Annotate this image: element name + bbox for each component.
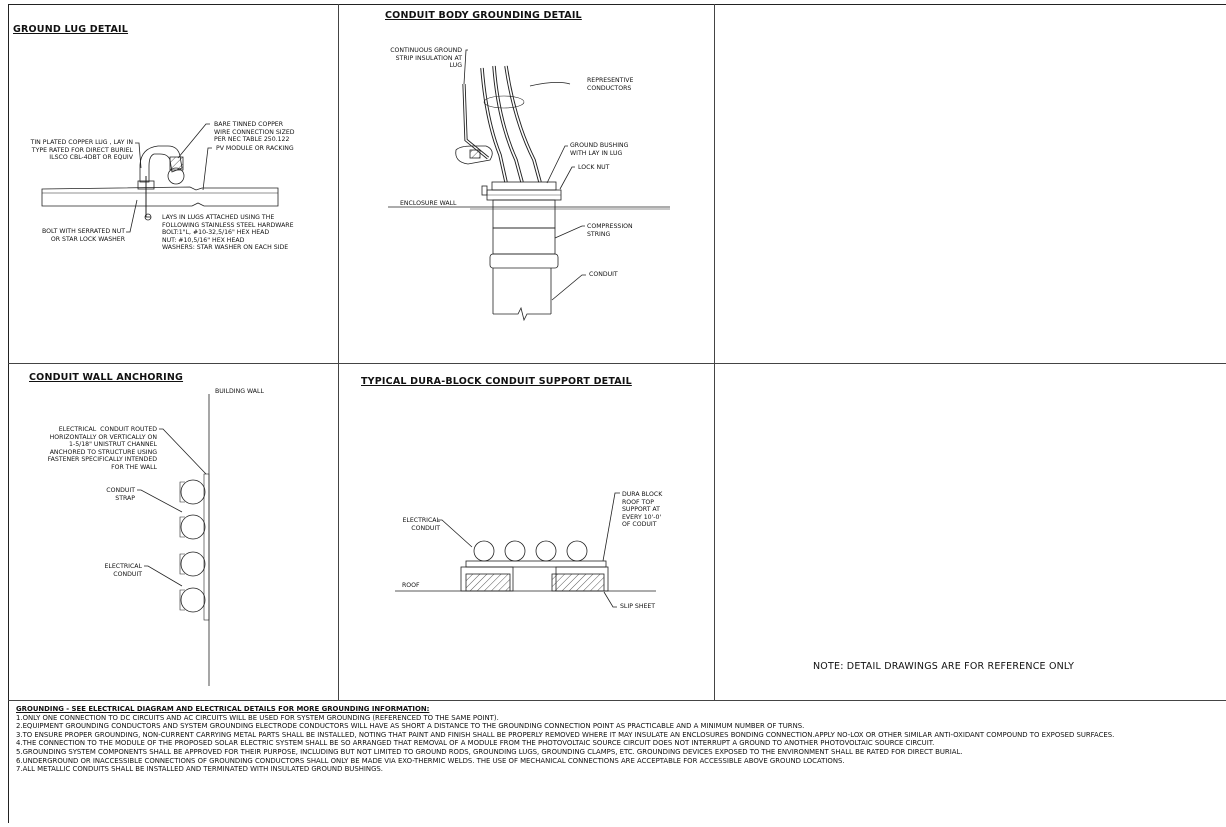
label-dura-block: DURA BLOCK ROOF TOP SUPPORT AT EVERY 10'-0' OF CODUIT [622, 491, 663, 529]
label-conduit-routed: ELECTRICAL CONDUIT ROUTED HORIZONTALLY OR VERTICALLY ON 1-5/18" UNISTRUT CHANNEL ANCHORED TO STRUCTURE USING FASTENER SPECIFICALLY INTENDED FOR THE WALL [47, 426, 157, 471]
label-electrical-conduit: ELECTRICAL CONDUIT [104, 563, 142, 578]
label-hardware: LAYS IN LUGS ATTACHED USING THE FOLLOWING STAINLESS STEEL HARDWARE BOLT:1"L, #10-32,5/16" HEX HEAD NUT: #10,5/16" HEX HEAD WASHERS: STAR WASHER ON EACH SIDE [162, 214, 294, 252]
label-conductors: REPRESENTIVE CONDUCTORS [587, 77, 634, 92]
label-enclosure-wall: ENCLOSURE WALL [400, 200, 457, 207]
reference-note: NOTE: DETAIL DRAWINGS ARE FOR REFERENCE ONLY [813, 661, 1075, 672]
label-conduit: CONDUIT [589, 271, 618, 278]
ground-lug-title: GROUND LUG DETAIL [13, 24, 129, 35]
grounding-note: 3.TO ENSURE PROPER GROUNDING, NON-CURRENT CARRYING METAL PARTS SHALL BE INSTALLED, NOTING THAT PAINT AND FINISH SHALL BE PROPERLY REMOVED WHERE IT MAY INSULATE AN ENCLOSURES BONDING CONNECTION.APPLY NO-LOX OR OTHER SIMILAR ANTI-OXIDANT COMPOUND TO EXPOSED SURFACES. [16, 730, 1115, 739]
label-bolt: BOLT WITH SERRATED NUT OR STAR LOCK WASHER [42, 228, 125, 243]
grounding-note: 7.ALL METALLIC CONDUITS SHALL BE INSTALLED AND TERMINATED WITH INSULATED GROUND BUSHINGS. [16, 765, 383, 774]
dura-block-title: TYPICAL DURA-BLOCK CONDUIT SUPPORT DETAIL [361, 376, 632, 387]
label-ground-strip: CONTINUOUS GROUND STRIP INSULATION AT LUG [390, 47, 462, 70]
label-slip-sheet: SLIP SHEET [620, 603, 656, 610]
label-building-wall: BUILDING WALL [215, 388, 264, 395]
label-ground-bushing: GROUND BUSHING WITH LAY IN LUG [570, 142, 629, 157]
dura-block-drawing [395, 493, 656, 607]
label-lock-nut: LOCK NUT [578, 164, 610, 171]
grounding-notes [16, 705, 1216, 774]
label-dura-conduit: ELECTRICAL CONDUIT [402, 517, 440, 532]
label-conduit-strap: CONDUIT STRAP [106, 487, 135, 502]
grounding-note: 6.UNDERGROUND OR INACCESSIBLE CONNECTIONS OF GROUNDING CONDUCTORS SHALL ONLY BE MADE VIA EXO-THERMIC WELDS. THE USE OF MECHANICAL CONNECTIONS ARE ACCEPTABLE FOR ACCESSIBLE ABOVE GROUND LOCATIONS. [16, 756, 845, 765]
label-wire-connection: BARE TINNED COPPER WIRE CONNECTION SIZED PER NEC TABLE 250.122 [214, 121, 295, 144]
label-pv-module: PV MODULE OR RACKING [216, 145, 294, 152]
grounding-note: 2.EQUIPMENT GROUNDING CONDUCTORS AND SYSTEM GROUNDING ELECTRODE CONDUCTORS WILL HAVE AS SHORT A DISTANCE TO THE GROUNDING CONNECTION POINT AS PRACTICABLE AND A MINIMUM NUMBER OF TURNS. [16, 722, 805, 731]
label-copper-lug: TIN PLATED COPPER LUG , LAY IN TYPE RATED FOR DIRECT BURIEL ILSCO CBL-4DBT OR EQUIV [30, 139, 133, 162]
wall-anchor-title: CONDUIT WALL ANCHORING [29, 372, 184, 383]
grounding-note: 5.GROUNDING SYSTEM COMPONENTS SHALL BE APPROVED FOR THEIR PURPOSE, INCLUDING BUT NOT LIMITED TO GROUND RODS, GROUNDING LUGS, GROUNDING CLAMPS, ETC. GROUNDING DEVICES EXPOSED TO THE ENVIRONMENT SHALL BE RATED FOR DIRECT BURIAL. [16, 747, 963, 756]
conduit-body-title: CONDUIT BODY GROUNDING DETAIL [385, 10, 582, 21]
grounding-note: 1.ONLY ONE CONNECTION TO DC CIRCUITS AND AC CIRCUITS WILL BE USED FOR SYSTEM GROUNDING (REFERENCED TO THE SAME POINT). [16, 713, 499, 722]
label-compression: COMPRESSION STRING [587, 223, 633, 238]
grounding-notes-heading: GROUNDING - SEE ELECTRICAL DIAGRAM AND ELECTRICAL DETAILS FOR MORE GROUNDING INFORMATION: [16, 705, 430, 713]
grounding-note: 4.THE CONNECTION TO THE MODULE OF THE PROPOSED SOLAR ELECTRIC SYSTEM SHALL BE SO ARRANGED THAT REMOVAL OF A MODULE FROM THE PHOTOVOLTAIC SOURCE CIRCUIT DOES NOT INTERRUPT A GROUND TO ANOTHER PHOTOVOLTAIC SOURCE CIRCUIT. [16, 739, 935, 748]
label-roof: ROOF [402, 582, 420, 589]
